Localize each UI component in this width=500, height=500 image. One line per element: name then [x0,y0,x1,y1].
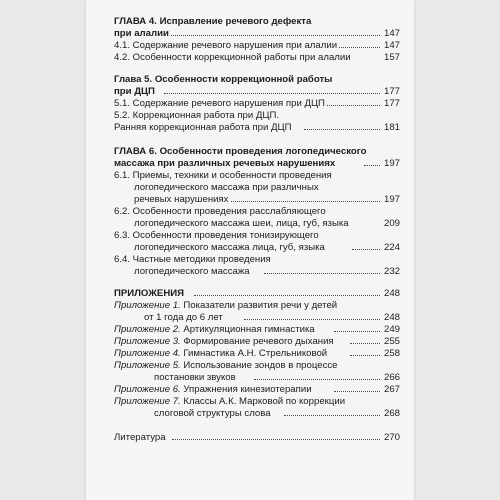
dot-leader [350,343,380,344]
toc-entry-4-2 [114,52,400,64]
page-number: 270 [383,432,400,443]
toc-text: речевых нарушениях [134,194,229,205]
appendix-label: Приложение 6. [114,384,181,395]
toc-text: 5.1. Содержание речевого нарушения при ДЦП [114,98,325,109]
page-number: 157 [383,52,400,63]
page-number: 249 [383,324,400,335]
toc-text: Упражнения кинезиотерапии [180,384,312,395]
toc-entry-app7-l2 [114,408,400,420]
page-number: 177 [383,86,400,97]
toc-text: 6.4. Частные методики проведения [114,254,271,265]
toc-entry-6-3-l2 [114,242,400,254]
toc-text: Формирование речевого дыхания [180,336,334,347]
dot-leader [326,105,380,106]
toc-entry-6-1-l3 [114,194,400,206]
page-number: 209 [383,218,400,229]
toc-entry-4-1 [114,40,400,52]
toc-entry-5-2-l1 [114,110,400,122]
toc-entry-6-2-l1 [114,206,400,218]
dot-leader [254,379,380,380]
page-number: 197 [383,194,400,205]
toc-text: ГЛАВА 4. Исправление речевого дефекта [114,16,312,27]
dot-leader [304,129,380,130]
toc-entry-ch6-l2 [114,158,400,170]
page-number: 224 [383,242,400,253]
toc-text: 6.2. Особенности проведения расслабляющего [114,206,326,217]
toc-text: слоговой структуры слова [154,408,271,419]
dot-leader [364,165,380,166]
toc-entry-app1-l1 [114,300,400,312]
appendix-label: Приложение 5. [114,360,181,371]
toc-entry-5-1 [114,98,400,110]
dot-leader [160,35,380,36]
toc-text: Артикуляционная гимнастика [180,324,315,335]
toc-text: 6.1. Приемы, техники и особенности проведения [114,170,332,181]
page-number: 147 [383,28,400,39]
toc-text: постановки звуков [154,372,236,383]
appendix-label: Приложение 2. [114,324,181,335]
page-number: 266 [383,372,400,383]
toc-text: Показатели развития речи у детей [180,300,338,311]
toc-text: Использование зондов в процессе [180,360,338,371]
toc-text: Ранняя коррекционная работа при ДЦП [114,122,292,133]
dot-leader [334,391,380,392]
toc-entry-ch4-l2 [114,28,400,40]
toc-entry-6-2-l2 [114,218,400,230]
toc-text: при ДЦП [114,86,155,97]
page-number: 177 [383,98,400,109]
toc-entry-6-4-l1 [114,254,400,266]
page-number: 147 [383,40,400,51]
toc-entry-app7-l1 [114,396,400,408]
toc-text: ГЛАВА 6. Особенности проведения логопедического [114,146,367,157]
dot-leader [284,415,380,416]
toc-text: 4.1. Содержание речевого нарушения при алалии [114,40,338,51]
dot-leader [244,319,380,320]
dot-leader [194,295,380,296]
toc-entry-6-1-l2 [114,182,400,194]
toc-entry-appendices [114,288,400,300]
page-number: 255 [383,336,400,347]
page-number: 197 [383,158,400,169]
dot-leader [172,439,380,440]
dot-leader [334,331,380,332]
toc-entry-6-3-l1 [114,230,400,242]
toc-text: логопедического массажа лица, губ, языка [134,242,325,253]
toc-text: при алалии [114,28,169,39]
appendix-label: Приложение 1. [114,300,181,311]
dot-leader [224,201,380,202]
toc-entry-ch4-l1 [114,16,400,28]
toc-text: Гимнастика А.Н. Стрельниковой [180,348,328,359]
toc-entry-app6 [114,384,400,396]
page-number: 268 [383,408,400,419]
dot-leader [350,355,380,356]
toc-entry-literature [114,432,400,444]
toc-entry-ch5-l1 [114,74,400,86]
toc-entry-ch6-l1 [114,146,400,158]
page-number: 248 [383,288,400,299]
toc-text: ПРИЛОЖЕНИЯ [114,288,185,299]
appendix-label: Приложение 4. [114,348,181,359]
toc-text: логопедического массажа [134,266,250,277]
toc-entry-app5-l2 [114,372,400,384]
toc-text: от 1 года до 6 лет [144,312,223,323]
page-number: 267 [383,384,400,395]
page-number: 258 [383,348,400,359]
book-page [86,0,414,500]
page-number: 181 [383,122,400,133]
dot-leader [264,273,380,274]
toc-entry-5-2-l2 [114,122,400,134]
toc-entry-app1-l2 [114,312,400,324]
toc-text: логопедического массажа при различных [134,182,319,193]
toc-entry-ch5-l2 [114,86,400,98]
toc-entry-app2 [114,324,400,336]
dot-leader [334,47,380,48]
toc-entry-app5-l1 [114,360,400,372]
page-number: 232 [383,266,400,277]
toc-text: 5.2. Коррекционная работа при ДЦП. [114,110,280,121]
toc-text: логопедического массажа шеи, лица, губ, языка [134,218,349,229]
dot-leader [164,93,380,94]
page-number: 248 [383,312,400,323]
toc-text: 6.3. Особенности проведения тонизирующего [114,230,319,241]
toc-entry-6-1-l1 [114,170,400,182]
toc-entry-app3 [114,336,400,348]
toc-entry-app4 [114,348,400,360]
toc-entry-6-4-l2 [114,266,400,278]
toc-text: Глава 5. Особенности коррекционной работы [114,74,333,85]
appendix-label: Приложение 7. [114,396,181,407]
appendix-label: Приложение 3. [114,336,181,347]
toc-text: Классы А.К. Марковой по коррекции [180,396,346,407]
dot-leader [352,249,380,250]
toc-text: 4.2. Особенности коррекционной работы при алалии [114,52,351,63]
toc-text: массажа при различных речевых нарушениях [114,158,336,169]
toc-text: Литература [114,432,166,443]
